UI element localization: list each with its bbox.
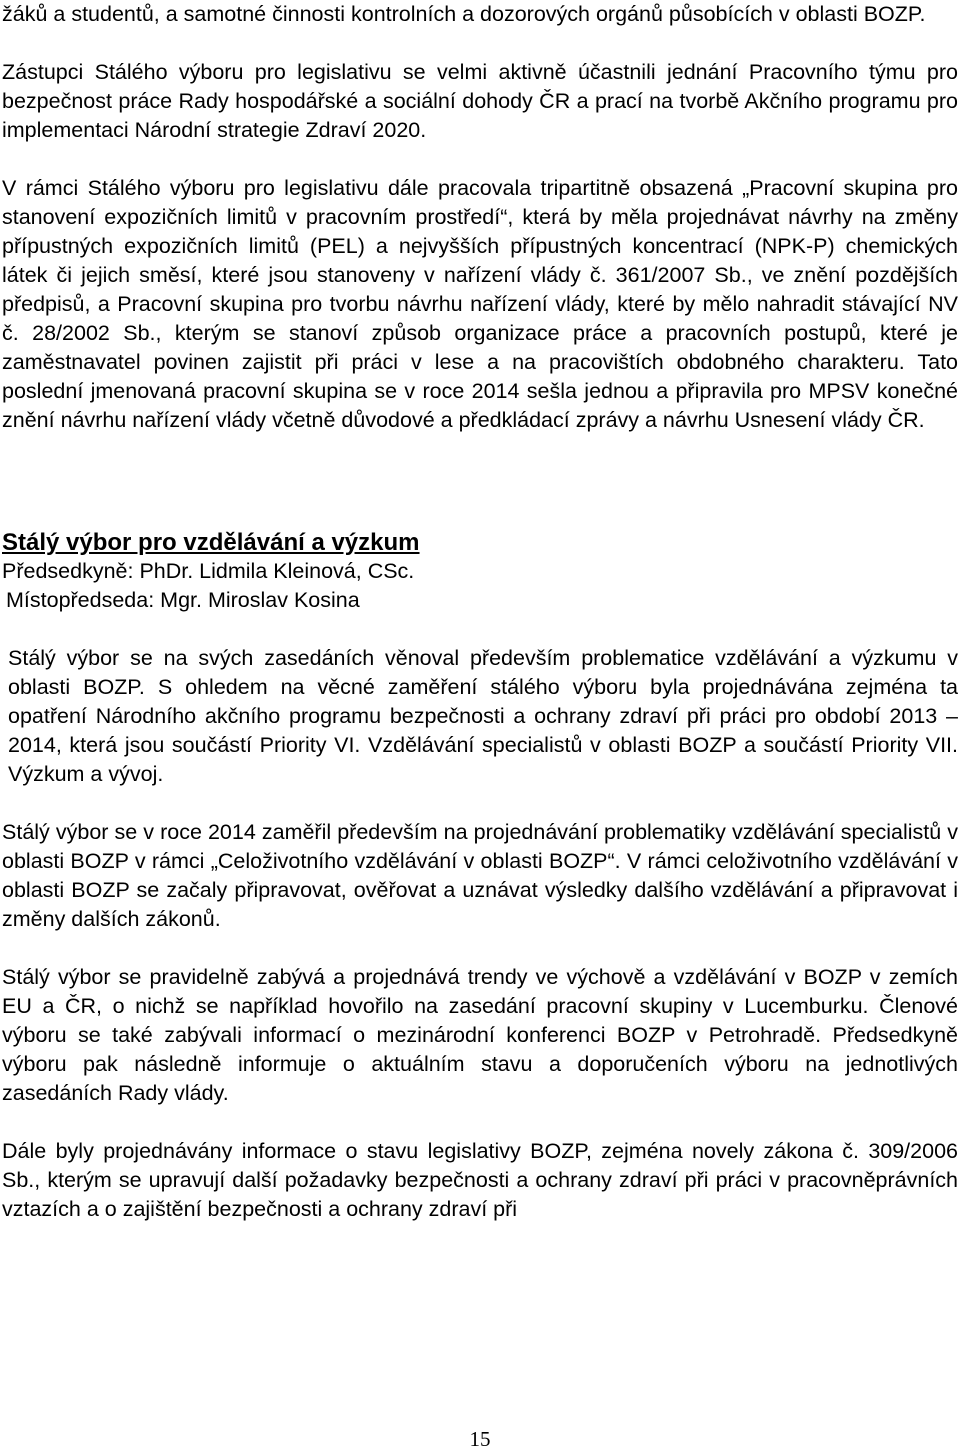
paragraph-lifelong-learning: Stálý výbor se v roce 2014 zaměřil především na projednávání problematiky vzdělávání specialistů v oblasti BOZP v rámci „Celoživotního vzdělávání v oblasti BOZP“. V rámci celoživotního vzdělávání v oblasti BOZP se začaly připravovat, ověřovat a uznávat výsledky dalšího vzdělávání a připravovat i změny dalších zákonů. <box>2 820 958 931</box>
paragraph-eu-trends: Stálý výbor se pravidelně zabývá a projednává trendy ve výchově a vzdělávání v BOZP v zemích EU a ČR, o nichž se například hovořilo na zasedání pracovní skupiny v Lucemburku. Členové výboru se také zabývali informací o mezinárodní konferenci BOZP v Petrohradě. Předsedkyně výboru pak následně informuje o aktuálním stavu a doporučeních výboru na jednotlivých zasedáních Rady vlády. <box>2 965 958 1105</box>
paragraph-intro-continuation: žáků a studentů, a samotné činnosti kontrolních a dozorových orgánů působících v oblasti BOZP. <box>2 2 926 26</box>
spacer <box>2 934 958 963</box>
paragraph-working-groups: V rámci Stálého výboru pro legislativu dále pracovala tripartitně obsazená „Pracovní skupina pro stanovení expozičních limitů v pracovním prostředí“, která by měla projednávat návrhy na změny přípustných expozičních limitů (PEL) a nejvyšších přípustných koncentrací (NPK-P) chemických látek či jejich směsí, které jsou stanoveny v nařízení vlády č. 361/2007 Sb., ve znění pozdějších předpisů, a Pracovní skupina pro tvorbu návrhu nařízení vlády, které by mělo nahradit stávající NV č. 28/2002 Sb., kterým se stanoví způsob organizace práce a pracovních postupů, které je zaměstnavatel povinen zajistit při práci v lese a na pracovištích obdobného charakteru. Tato poslední jmenovaná pracovní skupina se v roce 2014 sešla jednou a připravila pro MPSV konečné znění návrhu nařízení vlády včetně důvodové a předkládací zprávy a návrhu Usnesení vlády ČR. <box>2 176 958 432</box>
paragraph-representatives: Zástupci Stálého výboru pro legislativu se velmi aktivně účastnili jednání Pracovního týmu pro bezpečnost práce Rady hospodářské a sociální dohody ČR a prací na tvorbě Akčního programu pro implementaci Národní strategie Zdraví 2020. <box>2 60 958 142</box>
spacer <box>2 145 958 174</box>
spacer <box>2 1108 958 1137</box>
spacer <box>2 29 958 58</box>
spacer <box>2 435 958 522</box>
spacer <box>2 615 958 644</box>
paragraph-committee-focus: Stálý výbor se na svých zasedáních věnoval především problematice vzdělávání a výzkumu v oblasti BOZP. S ohledem na věcné zaměření stálého výboru byla projednávána zejména ta opatření Národního akčního programu bezpečnosti a ochrany zdraví při práci pro období 2013 – 2014, která jsou součástí Priority VI. Vzdělávání specialistů v oblasti BOZP a součástí Priority VII. Výzkum a vývoj. <box>8 646 958 786</box>
vice-chair-line: Místopředseda: Mgr. Miroslav Kosina <box>6 588 360 612</box>
spacer <box>2 789 958 818</box>
chair-line: Předsedkyně: PhDr. Lidmila Kleinová, CSc. <box>2 559 415 583</box>
document-page <box>2 0 958 1224</box>
paragraph-legislation: Dále byly projednávány informace o stavu legislativy BOZP, zejména novely zákona č. 309/2006 Sb., kterým se upravují další požadavky bezpečnosti a ochrany zdraví při práci v pracovněprávních vztazích a o zajištění bezpečnosti a ochrany zdraví při <box>2 1139 958 1221</box>
section-heading: Stálý výbor pro vzdělávání a výzkum <box>2 529 420 556</box>
page-number: 15 <box>469 1427 491 1451</box>
